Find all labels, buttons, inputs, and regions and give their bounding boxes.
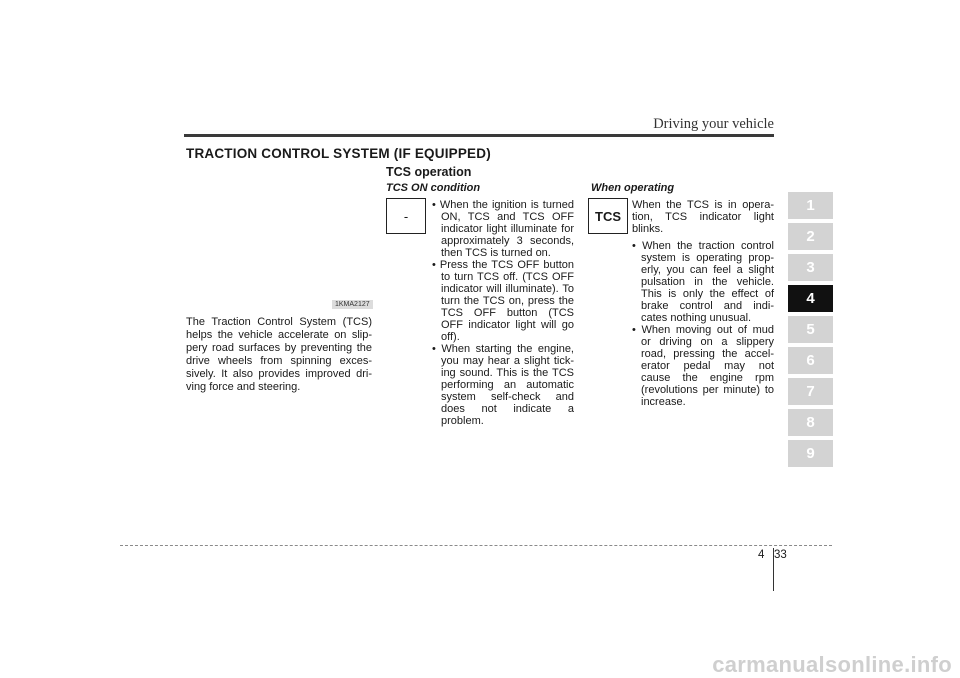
tcs-on-indicator-icon [386, 198, 426, 234]
chapter-tab-2[interactable]: 2 [788, 223, 833, 250]
tcs-indicator-text: TCS [595, 208, 621, 224]
list-item: • When the ignition is turned ON, TCS and TCS OFF indicator light illuminate for approximately 3 seconds, then TCS is turned on. [432, 199, 574, 259]
watermark: carmanualsonline.info [712, 652, 952, 677]
tcs-indicator-icon [588, 198, 628, 234]
chapter-tab-6[interactable]: 6 [788, 347, 833, 374]
tcs-on-condition-heading: TCS ON condition [386, 182, 481, 194]
chapter-tab-5[interactable]: 5 [788, 316, 833, 343]
list-item: • When the traction control system is operating prop-erly, you can feel a slight pulsation in the vehicle. This is only the effect of brake control and indi-cates nothing unusual. [632, 240, 774, 324]
header-title: Driving your vehicle [653, 116, 774, 132]
tcs-on-condition-list [432, 199, 574, 427]
when-operating-paragraph: When the TCS is in opera-tion, TCS indicator light blinks. [632, 199, 774, 235]
list-item: • When starting the engine, you may hear a slight tick-ing sound. This is the TCS performing an automatic system self-check and does not indicate a problem. [432, 343, 574, 427]
chapter-tab-9[interactable]: 9 [788, 440, 833, 467]
chapter-number: 4 [758, 549, 765, 561]
chapter-tab-3[interactable]: 3 [788, 254, 833, 281]
when-operating-heading: When operating [591, 182, 675, 194]
chapter-tab-7[interactable]: 7 [788, 378, 833, 405]
intro-paragraph: The Traction Control System (TCS) helps the vehicle accelerate on slip-pery road surfaces by preventing the drive wheels from spinning exces-sively. It also provides improved dri-ving force and steering. [186, 316, 372, 393]
page-number-value: 33 [774, 549, 787, 561]
when-operating-list [632, 240, 774, 408]
chapter-tab-4[interactable]: 4 [788, 285, 833, 312]
header-rule [184, 134, 774, 137]
footer-rule [120, 545, 832, 546]
figure-label: 1KMA2127 [332, 300, 373, 309]
tcs-operation-heading: TCS operation [386, 165, 472, 179]
page-crop-line [773, 548, 774, 591]
list-item: • When moving out of mud or driving on a slippery road, pressing the accel-erator pedal may not cause the engine rpm (revolutions per minute) to increase. [632, 324, 774, 408]
list-item: • Press the TCS OFF button to turn TCS off. (TCS OFF indicator will illuminate). To turn the TCS on, press the TCS OFF button (TCS OFF indicator light will go off). [432, 259, 574, 343]
chapter-tab-8[interactable]: 8 [788, 409, 833, 436]
section-heading: TRACTION CONTROL SYSTEM (IF EQUIPPED) [186, 146, 491, 161]
chapter-tab-1[interactable]: 1 [788, 192, 833, 219]
chapter-tabs [788, 192, 833, 471]
tcs-on-indicator-text: - [403, 208, 409, 224]
